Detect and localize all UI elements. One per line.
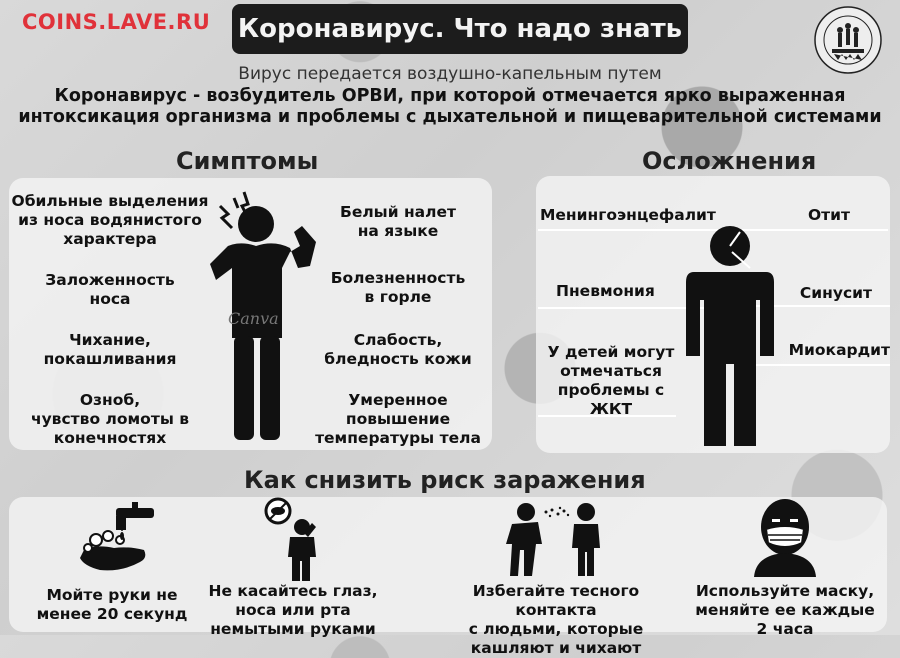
transmission-note: Вирус передается воздушно-капельным путем — [238, 64, 662, 84]
no-face-touch-icon — [262, 497, 322, 583]
complication-gi-children: У детей могут отмечаться проблемы с ЖКТ — [547, 343, 675, 418]
tip-use-mask: Используйте маску, меняйте ее каждые 2 часа — [695, 582, 875, 638]
tip-no-face-touch: Не касайтесь глаз, носа или рта немытыми руками — [208, 582, 378, 638]
standing-person-icon — [680, 224, 780, 450]
symptoms-heading: Симптомы — [176, 147, 319, 175]
prevention-heading: Как снизить риск заражения — [244, 466, 646, 494]
hand-washing-icon — [66, 500, 162, 580]
complication-sinusitis: Синусит — [799, 284, 872, 302]
avoid-contact-icon — [502, 502, 612, 578]
complication-pneumonia: Пневмония — [556, 282, 655, 300]
symptom-white-tongue: Белый налет на языке — [340, 203, 456, 240]
tip-wash-hands: Мойте руки не менее 20 секунд — [36, 586, 188, 623]
lead-line-2: интоксикация организма и проблемы с дыхательной и пищеварительной системами — [18, 107, 882, 127]
symptom-chills: Озноб, чувство ломоты в конечностях — [30, 391, 190, 447]
symptom-fever: Умеренное повышение температуры тела — [315, 391, 481, 447]
complication-otitis: Отит — [807, 206, 850, 224]
headache-person-icon — [198, 188, 326, 444]
symptom-sneezing: Чихание, покашливания — [43, 331, 177, 368]
face-mask-icon — [750, 497, 820, 577]
tip-avoid-contact: Избегайте тесного контакта с людьми, которые кашляют и чихают — [468, 582, 644, 657]
symptom-weakness: Слабость, бледность кожи — [324, 331, 472, 368]
page-title: Коронавирус. Что надо знать — [237, 14, 683, 44]
symptom-runny-nose: Обильные выделения из носа водянистого характера — [11, 192, 209, 248]
complications-heading: Осложнения — [642, 147, 817, 175]
complication-myocarditis: Миокардит — [788, 341, 890, 359]
site-watermark: COINS.LAVE.RU — [22, 10, 211, 34]
title-banner — [232, 4, 688, 54]
lead-paragraph — [0, 86, 900, 128]
canva-mark: Canva — [228, 309, 279, 328]
lead-line-1: Коронавирус - возбудитель ОРВИ, при которой отмечается ярко выраженная — [54, 86, 846, 106]
complication-meningoencephalitis: Менингоэнцефалит — [540, 206, 716, 224]
symptom-nasal-congestion: Заложенность носа — [45, 271, 175, 308]
symptom-sore-throat: Болезненность в горле — [330, 269, 466, 306]
